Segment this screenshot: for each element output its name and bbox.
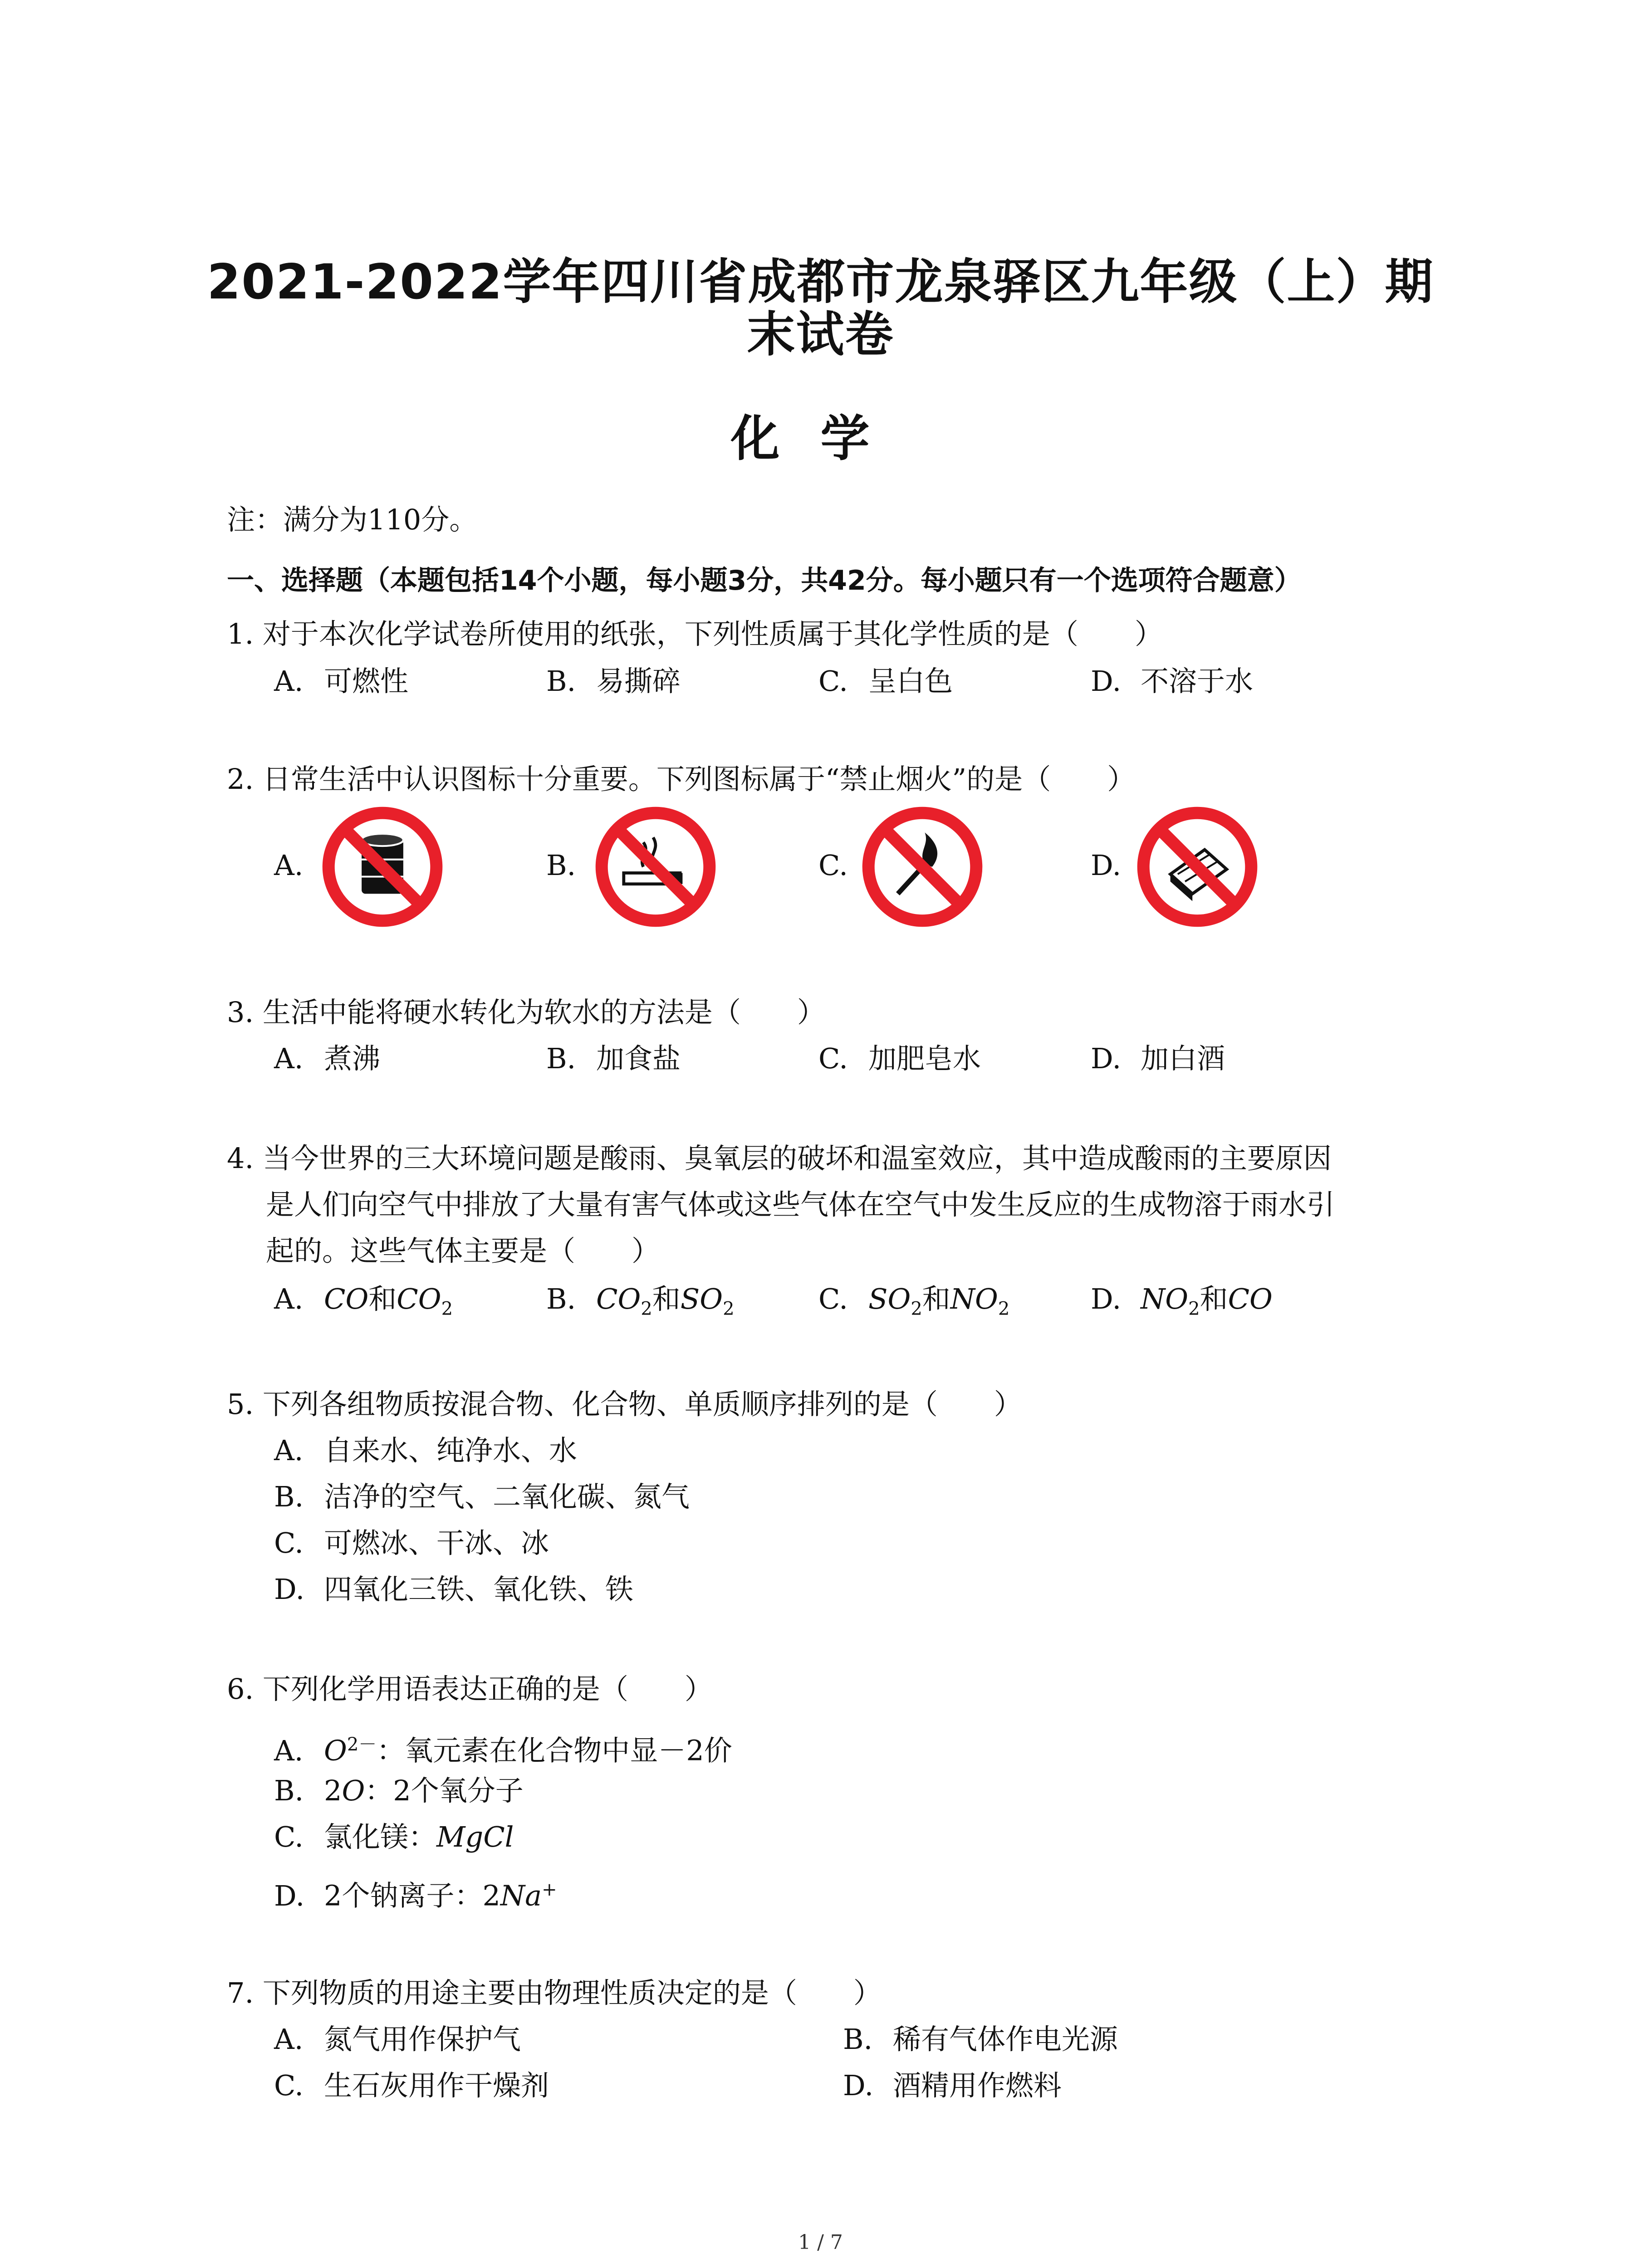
page-number: 1 / 7 [798, 2231, 843, 2254]
q3-option-b[interactable]: B. 加食盐 [546, 1042, 681, 1075]
no-oil-drum-icon[interactable] [321, 806, 444, 928]
q5-option-d[interactable]: D. 四氧化三铁、氧化铁、铁 [274, 1573, 634, 1606]
q1-option-c[interactable]: C. 呈白色 [818, 665, 953, 698]
q1-option-d[interactable]: D. 不溶于水 [1091, 665, 1254, 698]
q4-option-c[interactable]: C. $SO_2$和$NO_2$ [818, 1282, 1010, 1320]
q6-option-c[interactable]: C. 氯化镁：MgCl [274, 1820, 514, 1853]
question-7-stem: 7. 下列物质的用途主要由物理性质决定的是（ ） [227, 1976, 882, 2009]
question-4-stem-line3: 起的。这些气体主要是（ ） [266, 1234, 660, 1267]
q7-option-c[interactable]: C. 生石灰用作干燥剂 [274, 2069, 549, 2102]
no-open-flame-icon[interactable] [861, 806, 984, 928]
q2-option-a-label: A. [274, 849, 304, 882]
question-3-stem: 3. 生活中能将硬水转化为软水的方法是（ ） [227, 996, 825, 1029]
q7-option-d[interactable]: D. 酒精用作燃料 [843, 2069, 1062, 2102]
q2-option-d-label: D. [1091, 849, 1122, 882]
question-6-stem: 6. 下列化学用语表达正确的是（ ） [227, 1672, 713, 1706]
q4-option-a[interactable]: A. CO和$CO_2$ [274, 1282, 453, 1320]
page-title-line1: 2021-2022学年四川省成都市龙泉驿区九年级（上）期 [207, 254, 1434, 310]
q5-option-c[interactable]: C. 可燃冰、干冰、冰 [274, 1526, 549, 1559]
no-smoking-icon[interactable] [594, 806, 717, 928]
no-matches-icon[interactable] [1136, 806, 1259, 928]
question-2-stem: 2. 日常生活中认识图标十分重要。下列图标属于“禁止烟火”的是（ ） [227, 763, 1136, 796]
q6-option-d[interactable]: D. 2个钠离子：2Na+ [274, 1879, 557, 1912]
q7-option-b[interactable]: B. 稀有气体作电光源 [843, 2023, 1118, 2056]
q4-option-d[interactable]: D. $NO_2$和CO [1091, 1282, 1273, 1320]
q7-option-a[interactable]: A. 氮气用作保护气 [274, 2023, 521, 2056]
section-heading: 一、选择题（本题包括14个小题，每小题3分，共42分。每小题只有一个选项符合题意） [227, 565, 1302, 596]
question-4-stem-line2: 是人们向空气中排放了大量有害气体或这些气体在空气中发生反应的生成物溶于雨水引 [266, 1188, 1335, 1221]
q1-option-a[interactable]: A. 可燃性 [274, 665, 409, 698]
question-5-stem: 5. 下列各组物质按混合物、化合物、单质顺序排列的是（ ） [227, 1388, 1022, 1421]
q5-option-b[interactable]: B. 洁净的空气、二氧化碳、氮气 [274, 1480, 690, 1513]
q3-option-d[interactable]: D. 加白酒 [1091, 1042, 1225, 1075]
q6-option-a[interactable]: A. $O^{2-}$：氧元素在化合物中显－2价 [274, 1734, 732, 1767]
q1-option-b[interactable]: B. 易撕碎 [546, 665, 681, 698]
score-note: 注：满分为110分。 [227, 503, 478, 536]
q6-option-b[interactable]: B. 2O：2个氧分子 [274, 1774, 524, 1807]
q2-option-b-label: B. [546, 849, 576, 882]
q3-option-a[interactable]: A. 煮沸 [274, 1042, 381, 1075]
q4-option-b[interactable]: B. $CO_2$和$SO_2$ [546, 1282, 735, 1320]
question-1-stem: 1. 对于本次化学试卷所使用的纸张，下列性质属于其化学性质的是（ ） [227, 617, 1163, 650]
question-4-stem-line1: 4. 当今世界的三大环境问题是酸雨、臭氧层的破坏和温室效应，其中造成酸雨的主要原因 [227, 1142, 1332, 1175]
q3-option-c[interactable]: C. 加肥皂水 [818, 1042, 981, 1075]
q2-option-c-label: C. [818, 849, 848, 882]
page-title-line2: 末试卷 [747, 307, 894, 362]
q5-option-a[interactable]: A. 自来水、纯净水、水 [274, 1434, 578, 1467]
subject-title: 化学 [730, 411, 911, 467]
